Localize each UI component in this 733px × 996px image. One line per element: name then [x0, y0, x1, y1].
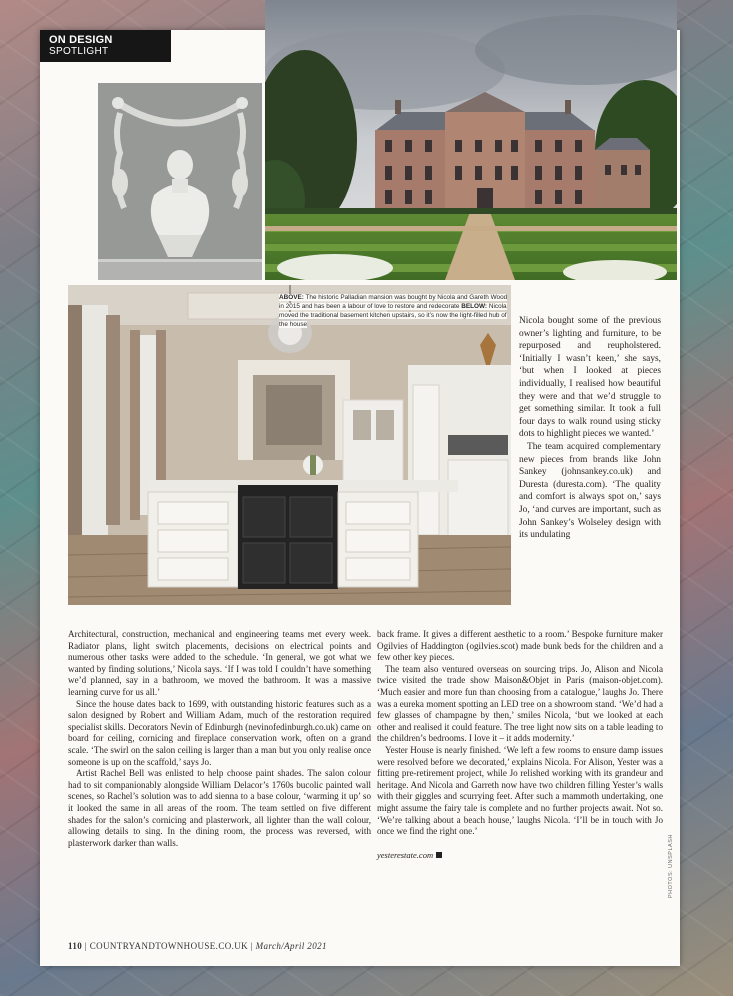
kitchen-photo — [68, 285, 511, 605]
photo-credit: PHOTOS: UNSPLASH — [668, 834, 674, 898]
paragraph: The team also ventured overseas on sourcing trips. Jo, Alison and Nicola twice visited the trade show Maison&Objet in Paris (maison-objet.com). ‘Much easier and more fun than choosing from a catalogue,’ laughs Jo. There was a eureka moment spotting an LED tree on a showroom stand. ‘We’d had a few glasses of champagne by then,’ smiles Nicola, ‘but we looked at each other and realised it could feature. The tree light now sits on a table leading to the children’s bedrooms. I love it – it adds modernity.’ — [377, 663, 663, 744]
website-link[interactable] — [377, 850, 663, 862]
page-number: 110 — [68, 941, 83, 951]
paragraph: back frame. It gives a different aesthetic to a room.’ Bespoke furniture maker Ogilvies of Haddington (ogilvies.scot) made bunk beds for the children and a few other key pieces. — [377, 629, 663, 663]
page-folio — [68, 941, 468, 951]
paragraph: The team acquired complementary new pieces from brands like John Sankey (johnsankey.co.uk) and Duresta (duresta.com). ‘The quality and comfort is always spot on,’ says Jo, ‘and curves are important, such as John Sankey’s Wolseley design with its undulating — [519, 441, 661, 541]
folio-separator: | — [82, 941, 90, 951]
middle-column — [377, 629, 663, 861]
caption-label-above: ABOVE: — [279, 294, 304, 301]
section-tag-title: ON DESIGN — [49, 34, 113, 46]
folio-site: COUNTRYANDTOWNHOUSE.CO.UK — [89, 941, 249, 951]
paragraph: Since the house dates back to 1699, with outstanding historic features such as a salon designed by Robert and William Adam, much of the restoration required specialist skills. Decorators Nevin of Edinburgh (nevinofedinburgh.co.uk) came on board for ceiling, cornicing and fireplace conservation work, often on a grand scale. ‘The swirl on the salon ceiling is larger than a man but you only realise once someone is up on the scaffold,’ says Jo. — [68, 698, 371, 767]
website-link-text: yesterestate.com — [377, 849, 434, 860]
caption-text-below: Nicola moved the traditional basement kitchen upstairs, so it’s now the light-filled hub of the house — [279, 303, 507, 328]
magazine-page — [40, 30, 680, 966]
left-column — [68, 629, 371, 849]
section-tag — [40, 30, 171, 62]
caption-label-below: BELOW: — [461, 303, 488, 310]
end-mark — [436, 852, 442, 858]
house-photo — [265, 0, 677, 280]
right-column — [519, 315, 661, 542]
plaster-bust-photo — [98, 83, 262, 280]
paragraph: Artist Rachel Bell was enlisted to help choose paint shades. The salon colour had to sit companionably alongside William Delacor’s 1760s bucolic painted wall scenes, so Rachel’s solution was to add sienna to a base colour, ‘warming it up’ so it looked the same in all areas of the room. The team settled on five different shades for the salon’s cornicing and plasterwork, all lighter than the wall colour, allowing details to sing. In the dining room, the process was reversed, with plasterwork darker than walls. — [68, 768, 371, 848]
folio-separator: | — [248, 941, 256, 951]
section-tag-subtitle: SPOTLIGHT — [49, 46, 109, 57]
paragraph: Nicola bought some of the previous owner’s lighting and furniture, to be repurposed and reupholstered. ‘Initially I wasn’t keen,’ she says, ‘but when I looked at pieces individually, I realised how beautiful they were and that we’d struggle to get something similar. It took a full four days to walk round using sticky dots to highlight pieces we wanted.’ — [519, 316, 661, 440]
paragraph: Yester House is nearly finished. ‘We left a few rooms to ensure damp issues were resolved before we decorated,’ explains Nicola. For Alison, Yester was a fitting pre-retirement project, while Jo relished working with its grandeur and heritage. And Nicola and Garreth now have two children filling Yester’s walls with their giggles and scurrying feet. After such a mammoth undertaking, one might assume the fairy tale is complete and no further projects await. Not so. ‘We’re talking about a beach house,’ laughs Nicola. ‘I’ll be in touch with Jo once we find the right one.’ — [377, 744, 663, 837]
photo-caption — [279, 293, 511, 329]
paragraph: Architectural, construction, mechanical and engineering teams met every week. Radiator plans, light switch placements, decisions on electrical points and numerous other tasks were added to the schedule. ‘In general, we got what we wanted by finding solutions,’ Nicola says. ‘If I was told I couldn’t have something we’d planned, say in a bathroom, we moved the bathroom. It was a massive learning curve for us all.’ — [68, 629, 371, 697]
folio-issue: March/April 2021 — [255, 941, 327, 951]
caption-text-above: The historic Palladian mansion was bought by Nicola and Gareth Wood in 2015 and has been a labour of love to restore and redecorate — [279, 294, 508, 310]
